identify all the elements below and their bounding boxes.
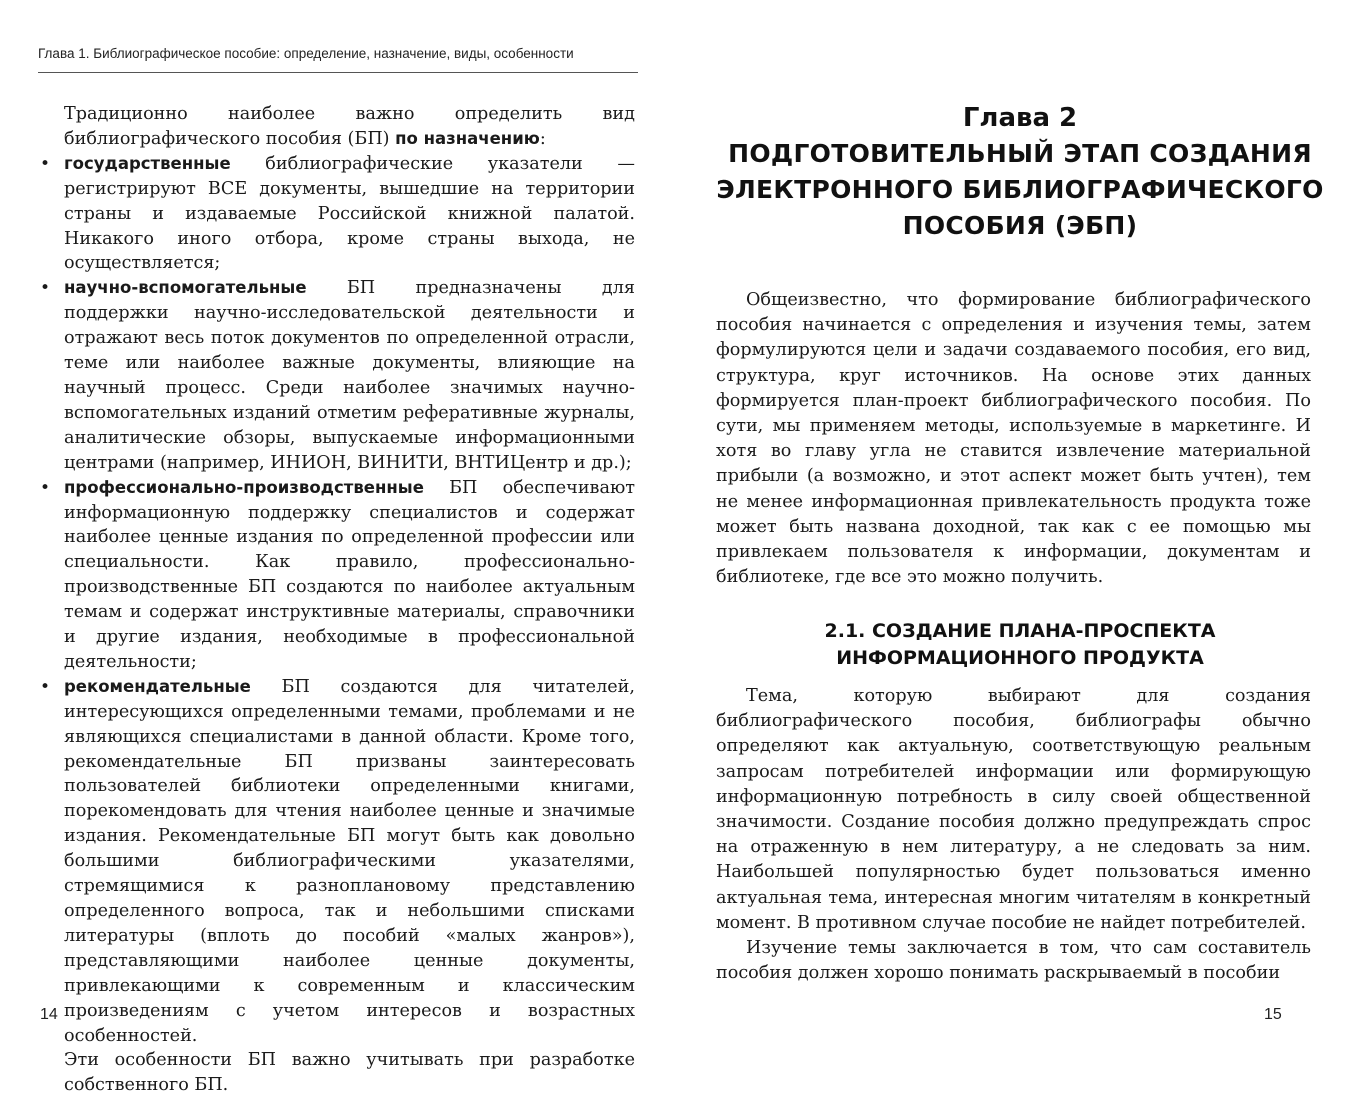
purpose-list xyxy=(64,152,635,1049)
list-item-term: научно-вспомогательные xyxy=(64,278,307,298)
intro-text: Традиционно наиболее важно определить вид библиографического пособия (БП) xyxy=(64,104,635,149)
list-item-text: БП создаются для читателей, интересующихся определенными темами, проблемами и не являющихся специалистами в данной области. Кроме того, рекомендательные БП призваны заинтересовать пользователей библиотеки определенными книгами, порекомендовать для чтения наиболее ценные и значимые издания. Рекомендательные БП могут быть как довольно большими библиографическими указателями, стремящимися к разноплановому представлению определенного вопроса, так и небольшими списками литературы (вплоть до пособий «малых жанров»), представляющими наиболее ценные документы, привлекающими к современным и классическим произведениям с учетом интересов и возрастных особенностей. xyxy=(64,676,635,1046)
closing-paragraph: Эти особенности БП важно учитывать при разработке собственного БП. xyxy=(64,1050,635,1096)
list-item xyxy=(64,152,635,277)
list-item-term: профессионально-производственные xyxy=(64,477,424,497)
list-item-text: БП обеспечивают информационную поддержку специалистов и содержат наиболее ценные издания по определенной профессии или специальности. Как правило, профессионально-производственные БП создаются по наиболее актуальным темам и содержат инструктивные материалы, справочники и другие издания, необходимые в профессиональной деятельности; xyxy=(64,477,635,672)
list-item-text: БП предназначены для поддержки научно-исследовательской деятельности и отражают весь поток документов по определенной отрасли, теме или наиболее важные документы, влияющие на научный процесс. Среди наиболее значимых научно-вспомогательных изданий отметим реферативные журналы, аналитические обзоры, выпускаемые информационными центрами (например, ИНИОН, ВИНИТИ, ВНТИЦентр и др.); xyxy=(64,278,635,473)
intro-colon: : xyxy=(539,128,546,149)
section-heading: 2.1. СОЗДАНИЕ ПЛАНА-ПРОСПЕКТА ИНФОРМАЦИОННОГО ПРОДУКТА xyxy=(824,620,1216,669)
chapter-title: ПОДГОТОВИТЕЛЬНЫЙ ЭТАП СОЗДАНИЯ ЭЛЕКТРОННОГО БИБЛИОГРАФИЧЕСКОГО ПОСОБИЯ (ЭБП) xyxy=(716,139,1324,240)
list-item xyxy=(64,276,635,475)
chapter-heading xyxy=(710,100,1330,244)
intro-paragraph: Общеизвестно, что формирование библиографического пособия начинается с определения и изучения темы, затем формулируются цели и задачи создаваемого пособия, его вид, структура, круг источников. На основе этих данных формируется план-проект библиографического пособия. По сути, мы применяем методы, используемые в маркетинге. И хотя во главу угла не ставится извлечение материальной прибыли (а возможно, и этот аспект может быть учтен), тем не менее информационная привлекательность продукта тоже может быть названа доходной, так как с ее помощью мы привлекаем пользователя к информации, документам и библиотеке, где все это можно получить. xyxy=(716,290,1311,588)
section-body xyxy=(716,684,1311,986)
right-page xyxy=(680,0,1359,1045)
list-item xyxy=(64,675,635,1049)
page-number: 15 xyxy=(1264,1006,1282,1023)
running-head-rule xyxy=(38,72,638,73)
running-head: Глава 1. Библиографическое пособие: определение, назначение, виды, особенности xyxy=(38,46,574,61)
left-page-body xyxy=(64,102,635,1098)
intro-emphasis: по назначению xyxy=(395,128,540,148)
left-page xyxy=(0,0,680,1096)
page-number: 14 xyxy=(40,1006,58,1023)
chapter-intro xyxy=(716,288,1311,590)
list-item-term: рекомендательные xyxy=(64,676,251,696)
chapter-number: Глава 2 xyxy=(962,103,1078,133)
list-item xyxy=(64,476,635,675)
intro-paragraph xyxy=(64,102,635,152)
list-item-text: библиографические указатели — регистрируют ВСЕ документы, вышедшие на территории страны и издаваемые Российской книжной палатой. Никакого иного отбора, кроме страны выхода, не осуществляется; xyxy=(64,153,635,274)
section-paragraph: Тема, которую выбирают для создания библиографического пособия, библиографы обычно определяют как актуальную, соответствующую реальным запросам потребителей информации или формирующую информационную потребность в силу своей общественной значимости. Создание пособия должно предупреждать спрос на отраженную в нем литературу, а не следовать за ним. Наибольшей популярностью будет пользоваться именно актуальная тема, интересная многим читателям в конкретный момент. В противном случае пособие не найдет потребителей. xyxy=(716,686,1311,933)
section-paragraph: Изучение темы заключается в том, что сам составитель пособия должен хорошо понимать раскрываемый в пособии xyxy=(716,938,1311,984)
list-item-term: государственные xyxy=(64,153,231,173)
